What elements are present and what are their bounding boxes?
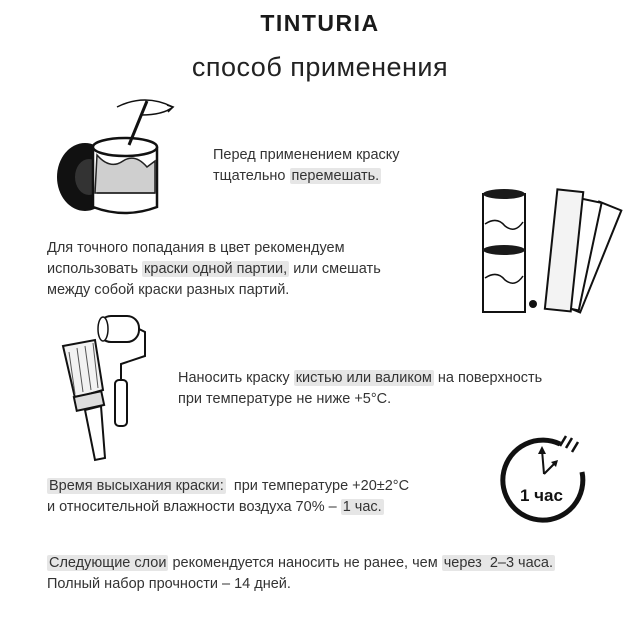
paint-cans-color-fan-icon (475, 188, 605, 323)
step3-line2: при температуре не ниже +5°С. (178, 391, 392, 407)
step2-line2: использовать краски одной партии, или смешать (47, 261, 381, 277)
brush-roller-icon (55, 312, 150, 462)
highlight-brush-roller: кистью или валиком (295, 370, 432, 386)
step1-line2: тщательно перемешать. (213, 168, 380, 184)
step4-line2: и относительной влажности воздуха 70% – 1 час. (47, 499, 382, 515)
highlight-same-batch: краски одной партии, (144, 261, 288, 277)
step2-line3: между собой краски разных партий. (47, 282, 290, 298)
clock-label: 1 час (520, 486, 563, 505)
highlight-mix: перемешать. (291, 168, 380, 184)
highlight-one-hour: 1 час. (342, 499, 382, 515)
highlight-drying-time: Время высыхания краски: (49, 478, 224, 494)
step5-line2: Полный набор прочности – 14 дней. (47, 576, 291, 592)
highlight-interval: через 2–3 часа. (443, 555, 554, 571)
step2-line1: Для точного попадания в цвет рекомендуем (47, 240, 345, 256)
paint-can-stirring-icon (55, 95, 175, 220)
page-title: способ применения (191, 52, 449, 82)
highlight-next-layers: Следующие слои (49, 555, 167, 571)
step4-line1: Время высыхания краски: при температуре +20±2°С (49, 478, 410, 494)
brand-logo: TINTURIA (260, 10, 380, 36)
step1-line1: Перед применением краску (213, 147, 400, 163)
clock-icon (498, 428, 593, 528)
step3-line1: Наносить краску кистью или валиком на поверхность (178, 370, 543, 386)
step5-line1: Следующие слои рекомендуется наносить не ранее, чем через 2–3 часа. (49, 555, 554, 571)
